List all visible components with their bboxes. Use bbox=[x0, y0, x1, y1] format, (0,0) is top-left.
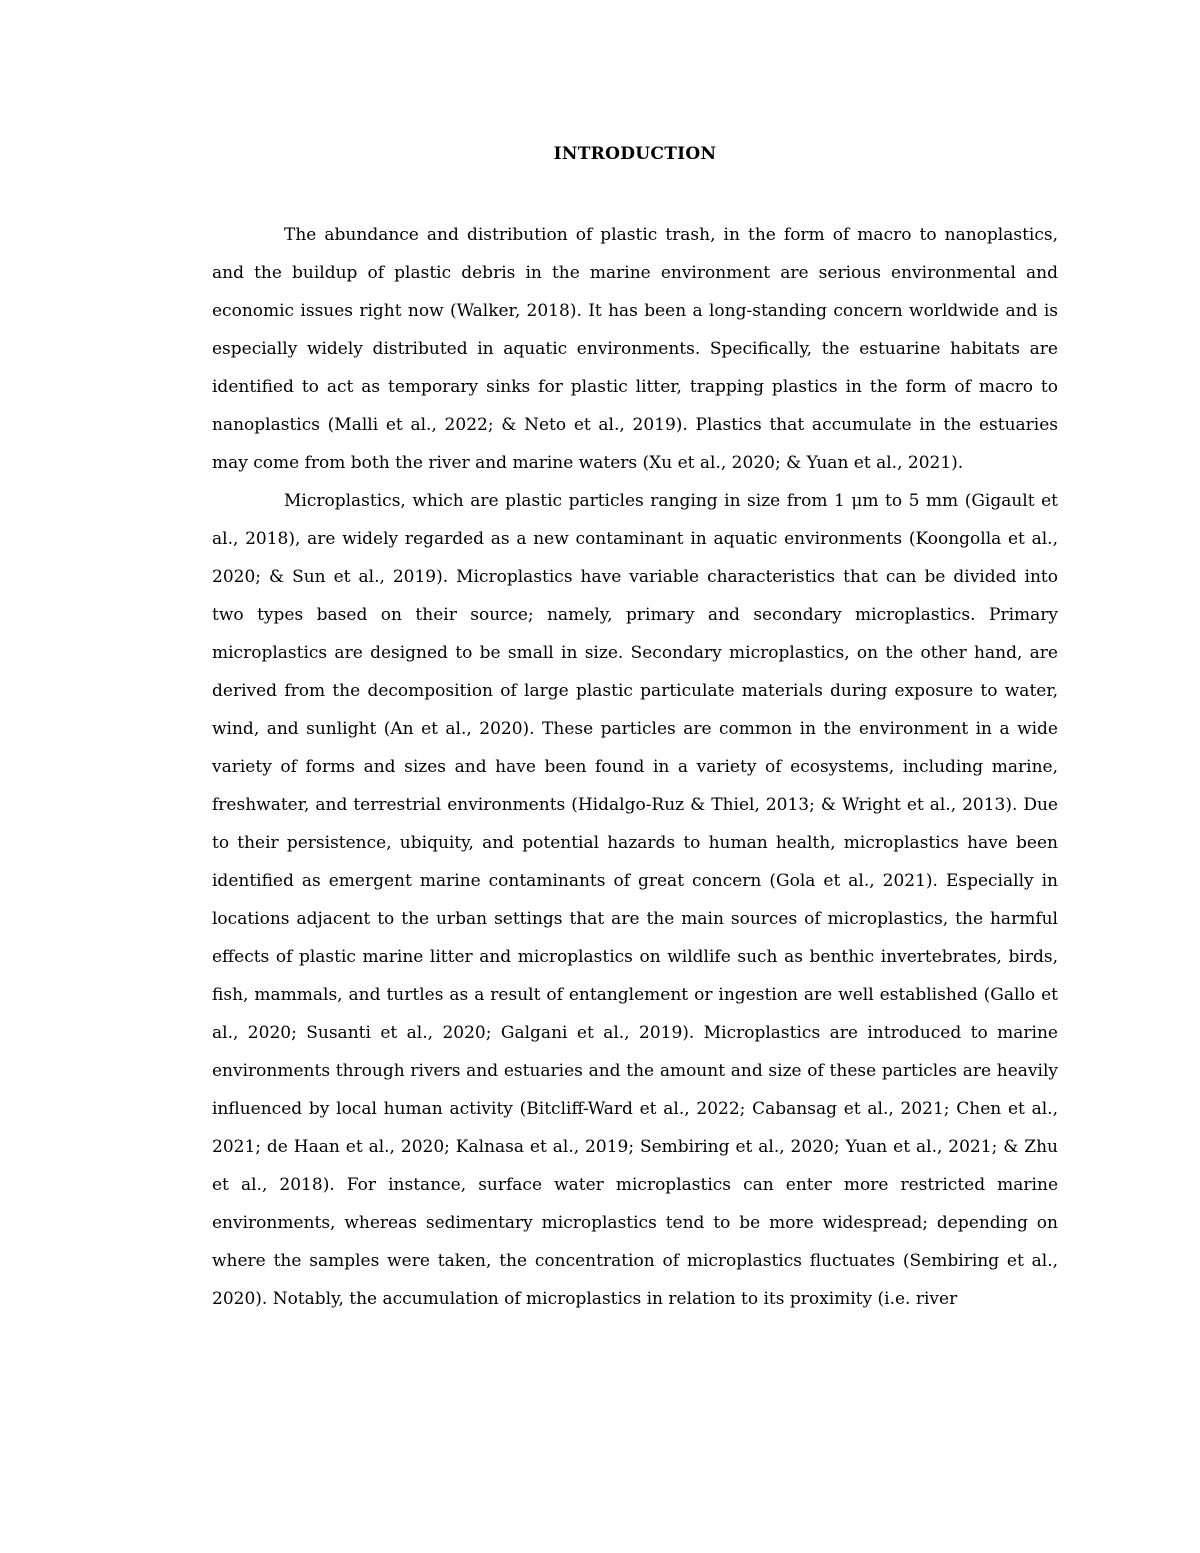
section-heading: INTRODUCTION bbox=[553, 144, 717, 164]
body-text bbox=[212, 216, 1058, 1318]
paragraph-1: The abundance and distribution of plastic trash, in the form of macro to nanoplastics, and the buildup of plastic debris in the marine environment are serious environmental and economic issues right now (Walker, 2018). It has been a long-standing concern worldwide and is especially widely distributed in aquatic environments. Specifically, the estuarine habitats are identified to act as temporary sinks for plastic litter, trapping plastics in the form of macro to nanoplastics (Malli et al., 2022; & Neto et al., 2019). Plastics that accumulate in the estuaries may come from both the river and marine waters (Xu et al., 2020; & Yuan et al., 2021). bbox=[212, 225, 1058, 473]
paragraph-2: Microplastics, which are plastic particles ranging in size from 1 μm to 5 mm (Gigault et al., 2018), are widely regarded as a new contaminant in aquatic environments (Koongolla et al., 2020; & Sun et al., 2019). Microplastics have variable characteristics that can be divided into two types based on their source; namely, primary and secondary microplastics. Primary microplastics are designed to be small in size. Secondary microplastics, on the other hand, are derived from the decomposition of large plastic particulate materials during exposure to water, wind, and sunlight (An et al., 2020). These particles are common in the environment in a wide variety of forms and sizes and have been found in a variety of ecosystems, including marine, freshwater, and terrestrial environments (Hidalgo-Ruz & Thiel, 2013; & Wright et al., 2013). Due to their persistence, ubiquity, and potential hazards to human health, microplastics have been identified as emergent marine contaminants of great concern (Gola et al., 2021). Especially in locations adjacent to the urban settings that are the main sources of microplastics, the harmful effects of plastic marine litter and microplastics on wildlife such as benthic invertebrates, birds, fish, mammals, and turtles as a result of entanglement or ingestion are well established (Gallo et al., 2020; Susanti et al., 2020; Galgani et al., 2019). Microplastics are introduced to marine environments through rivers and estuaries and the amount and size of these particles are heavily influenced by local human activity (Bitcliff-Ward et al., 2022; Cabansag et al., 2021; Chen et al., 2021; de Haan et al., 2020; Kalnasa et al., 2019; Sembiring et al., 2020; Yuan et al., 2021; & Zhu et al., 2018). For instance, surface water microplastics can enter more restricted marine environments, whereas sedimentary microplastics tend to be more widespread; depending on where the samples were taken, the concentration of microplastics fluctuates (Sembiring et al., 2020). Notably, the accumulation of microplastics in relation to its proximity (i.e. river bbox=[212, 491, 1058, 1309]
